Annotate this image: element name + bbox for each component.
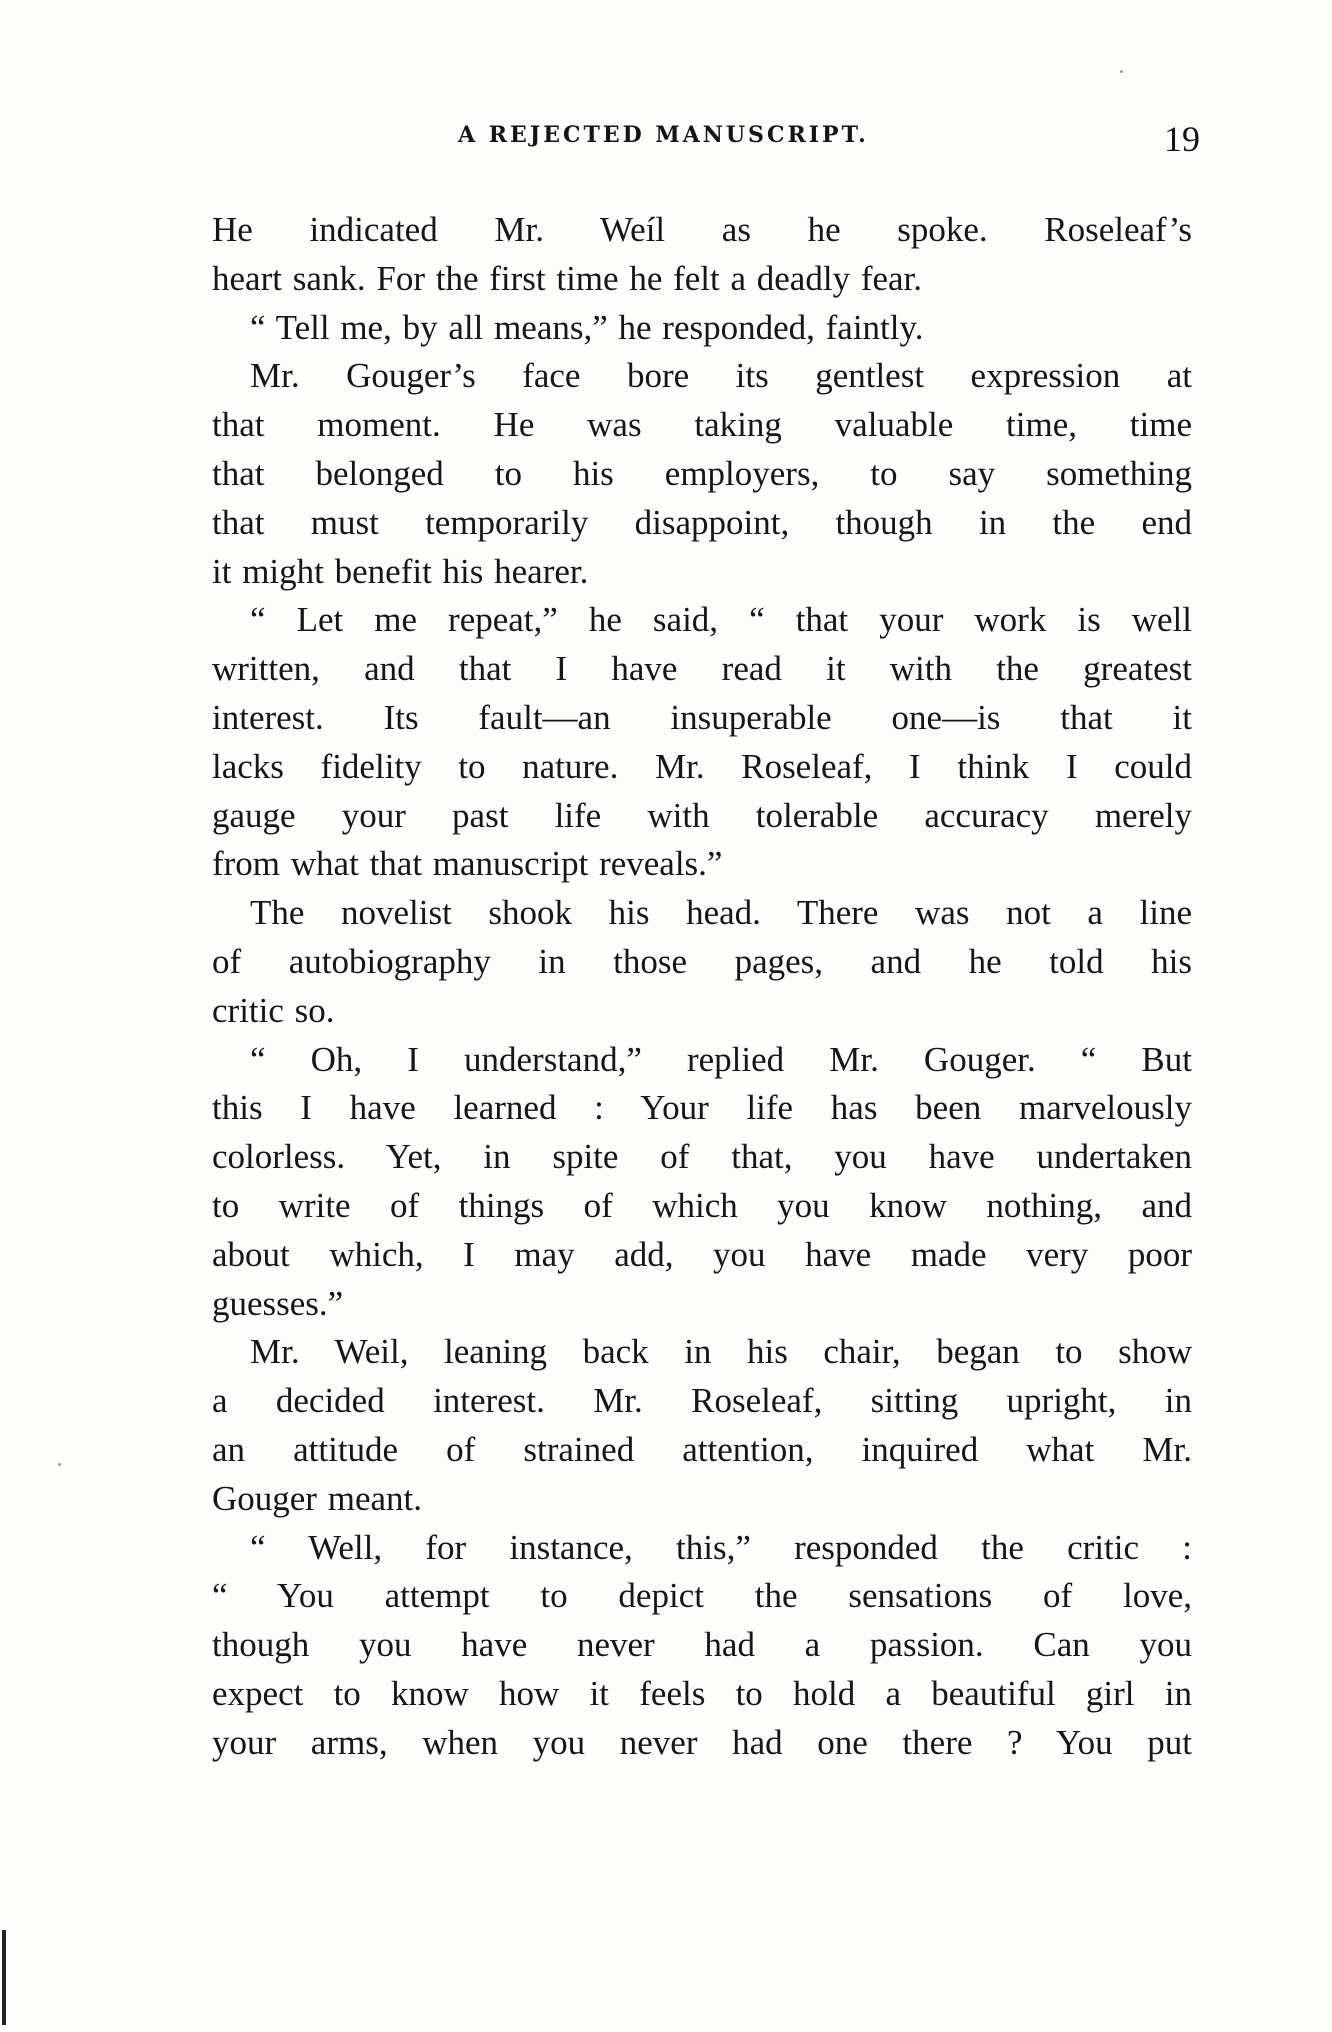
text-line: an attitude of strained attention, inquired what Mr. [212, 1429, 1192, 1469]
text-line: “ Let me repeat,” he said, “ that your work is well [250, 600, 1192, 640]
text-line: He indicated Mr. Weíl as he spoke. Roseleaf’s [212, 210, 1192, 249]
body-text [212, 206, 1192, 1768]
text-line: “ Oh, I understand,” replied Mr. Gouger. “ But [250, 1039, 1192, 1079]
text-line: though you have never had a passion. Can you [212, 1625, 1192, 1665]
running-title: A REJECTED MANUSCRIPT. [458, 122, 869, 148]
text-line: The novelist shook his head. There was not a line [250, 893, 1192, 933]
margin-scan-mark [2, 1930, 6, 2025]
text-line: Mr. Gouger’s face bore its gentlest expression at [250, 356, 1192, 396]
text-line: your arms, when you never had one there ? You put [212, 1722, 1192, 1762]
text-line: that belonged to his employers, to say something [212, 453, 1192, 493]
text-line: colorless. Yet, in spite of that, you have undertaken [212, 1137, 1192, 1177]
text-line: “ Well, for instance, this,” responded the critic : [250, 1527, 1192, 1567]
text-line: “ Tell me, by all means,” he responded, faintly. [250, 307, 924, 347]
text-line: guesses.” [212, 1283, 344, 1323]
scan-speck [1120, 70, 1123, 73]
page-number: 19 [1164, 119, 1200, 159]
text-line: “ You attempt to depict the sensations of love, [212, 1576, 1192, 1616]
scan-speck [58, 1463, 61, 1466]
text-line: gauge your past life with tolerable accuracy merely [212, 795, 1192, 835]
text-line: of autobiography in those pages, and he told his [212, 941, 1192, 981]
running-head [212, 118, 1200, 158]
text-line: it might benefit his hearer. [212, 551, 589, 591]
text-line: about which, I may add, you have made very poor [212, 1234, 1192, 1274]
text-line: a decided interest. Mr. Roseleaf, sitting upright, in [212, 1381, 1192, 1421]
text-line: that must temporarily disappoint, though in the end [212, 502, 1192, 542]
text-line: lacks fidelity to nature. Mr. Roseleaf, I think I could [212, 746, 1192, 786]
text-line: this I have learned : Your life has been marvelously [212, 1088, 1192, 1128]
text-line: heart sank. For the first time he felt a deadly fear. [212, 258, 923, 298]
text-line: expect to know how it feels to hold a beautiful girl in [212, 1673, 1192, 1713]
text-line: interest. Its fault—an insuperable one—is that it [212, 697, 1192, 737]
text-line: written, and that I have read it with the greatest [212, 649, 1192, 689]
text-line: critic so. [212, 990, 335, 1030]
text-line: Mr. Weil, leaning back in his chair, began to show [250, 1332, 1192, 1372]
text-line: that moment. He was taking valuable time, time [212, 405, 1192, 445]
text-line: from what that manuscript reveals.” [212, 844, 723, 884]
text-line: to write of things of which you know nothing, and [212, 1185, 1192, 1225]
text-line: Gouger meant. [212, 1478, 422, 1518]
